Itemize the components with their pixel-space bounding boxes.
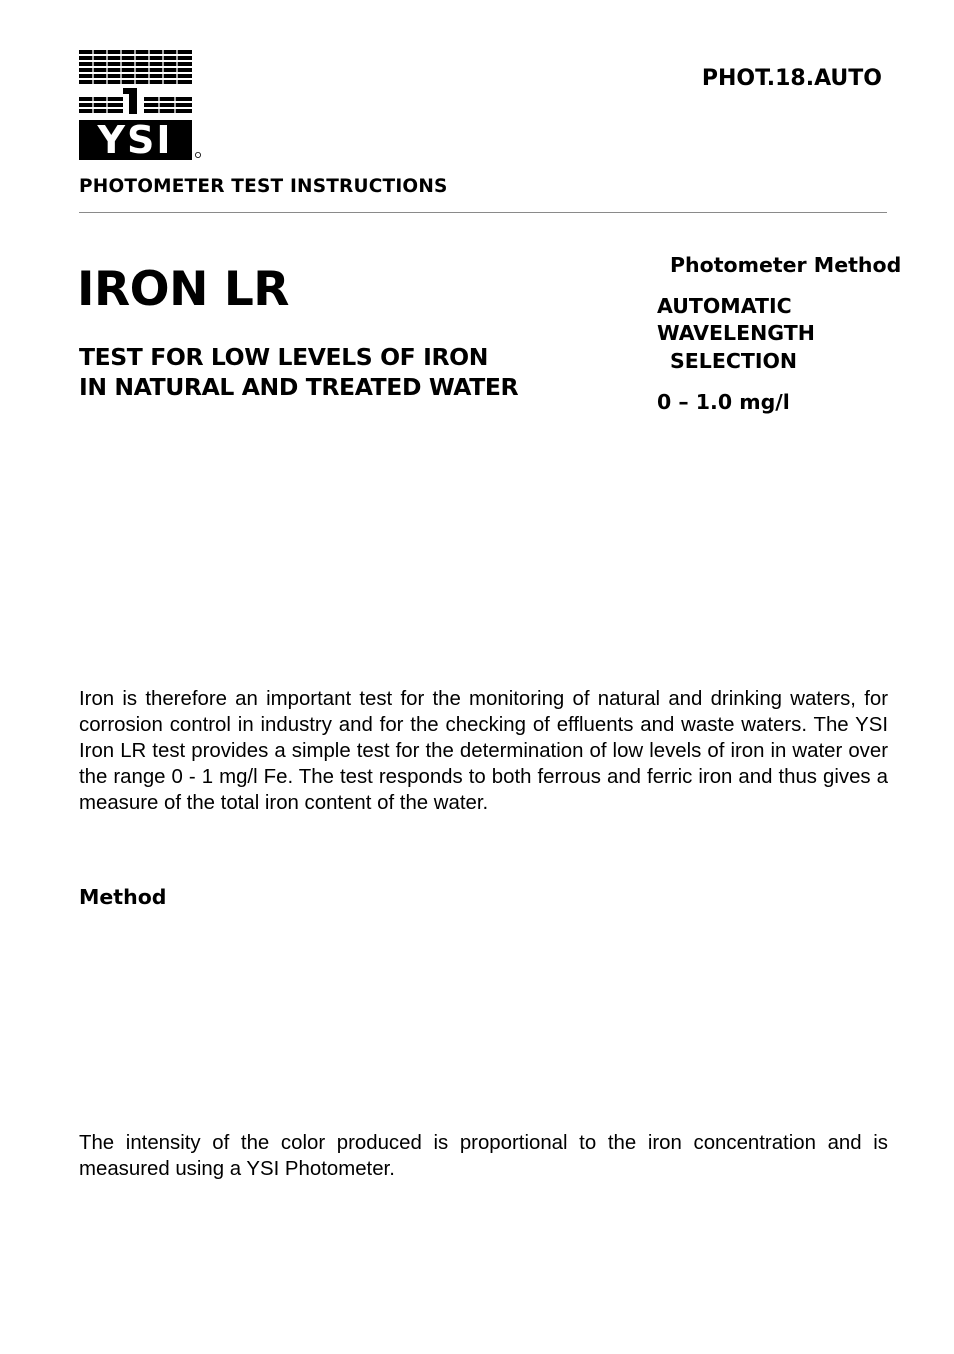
intro-paragraph: Iron is therefore an important test for the monitoring of natural and drinking waters, for corrosion control in industry and for the checking of effluents and waste waters. The YSI Iron LR test provides a simple test for the determination of low levels of iron in water over the range 0 - 1 mg/l Fe. The test responds to both ferrous and ferric iron and thus gives a measure of the total iron content of the water. [79, 688, 888, 814]
page-title: IRON LR [77, 262, 289, 317]
wavelength-line-2: WAVELENGTH [657, 321, 815, 345]
subtitle-line-2: IN NATURAL AND TREATED WATER [79, 373, 519, 401]
photometer-method-label: Photometer Method [670, 253, 902, 277]
document-code: PHOT.18.AUTO [701, 66, 882, 91]
ysi-logo [79, 50, 203, 160]
subtitle-line-1: TEST FOR LOW LEVELS OF IRON [79, 343, 488, 371]
wavelength-line-1: AUTOMATIC [657, 294, 792, 318]
header-divider [79, 212, 887, 213]
wavelength-line-3: SELECTION [670, 349, 798, 373]
header-label: PHOTOMETER TEST INSTRUCTIONS [79, 176, 448, 197]
method-heading: Method [79, 885, 167, 909]
method-paragraph: The intensity of the color produced is proportional to the iron concentration and is measured using a YSI Photometer. [79, 1132, 888, 1180]
svg-text:YSI: YSI [97, 118, 173, 160]
measurement-range: 0 – 1.0 mg/l [657, 390, 790, 414]
